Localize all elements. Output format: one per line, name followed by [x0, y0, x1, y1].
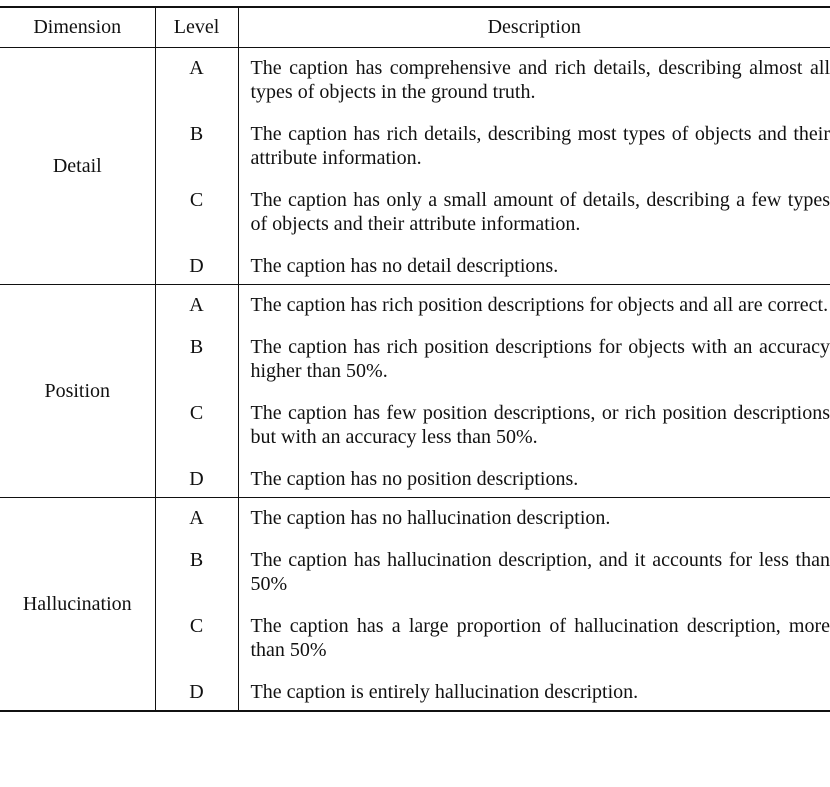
level-cell: C: [155, 393, 238, 459]
description-cell: The caption has a large proportion of hallucination description, more than 50%: [250, 614, 830, 661]
description-cell: The caption has rich position descriptions for objects and all are correct.: [250, 293, 829, 316]
level-cell: A: [155, 47, 238, 114]
header-level: Level: [155, 7, 238, 47]
level-cell: A: [155, 284, 238, 327]
dimension-cell-hallucination: Hallucination: [0, 497, 155, 711]
group-hallucination: [0, 497, 830, 711]
description-cell: The caption is entirely hallucination description.: [250, 680, 639, 703]
level-cell: C: [155, 180, 238, 246]
level-cell: B: [155, 540, 238, 606]
level-cell: D: [155, 246, 238, 285]
description-cell: The caption has rich position descriptions for objects with an accuracy higher than 50%.: [250, 335, 830, 382]
level-cell: D: [155, 459, 238, 498]
dimension-cell-detail: Detail: [0, 47, 155, 284]
group-position: [0, 284, 830, 497]
description-cell: The caption has hallucination description, and it accounts for less than 50%: [250, 548, 830, 595]
level-cell: C: [155, 606, 238, 672]
description-cell: The caption has no detail descriptions.: [250, 254, 559, 277]
group-detail: [0, 47, 830, 284]
level-cell: D: [155, 672, 238, 711]
level-cell: A: [155, 497, 238, 540]
table-row: [0, 47, 830, 114]
table-row: [0, 284, 830, 327]
description-cell: The caption has no hallucination description.: [250, 506, 611, 529]
level-cell: B: [155, 327, 238, 393]
header-description: Description: [487, 16, 581, 39]
table-row: [0, 497, 830, 540]
header-row: [0, 7, 830, 47]
level-cell: B: [155, 114, 238, 180]
evaluation-rubric-table: [0, 6, 830, 712]
description-cell: The caption has rich details, describing most types of objects and their attribute information.: [250, 122, 830, 169]
description-cell: The caption has few position descriptions, or rich position descriptions but with an accuracy less than 50%.: [250, 401, 830, 448]
description-cell: The caption has comprehensive and rich details, describing almost all types of objects in the ground truth.: [250, 56, 830, 103]
dimension-cell-position: Position: [0, 284, 155, 497]
description-cell: The caption has no position descriptions.: [250, 467, 579, 490]
header-dimension: Dimension: [0, 7, 155, 47]
description-cell: The caption has only a small amount of details, describing a few types of objects and their attribute information.: [250, 188, 830, 235]
